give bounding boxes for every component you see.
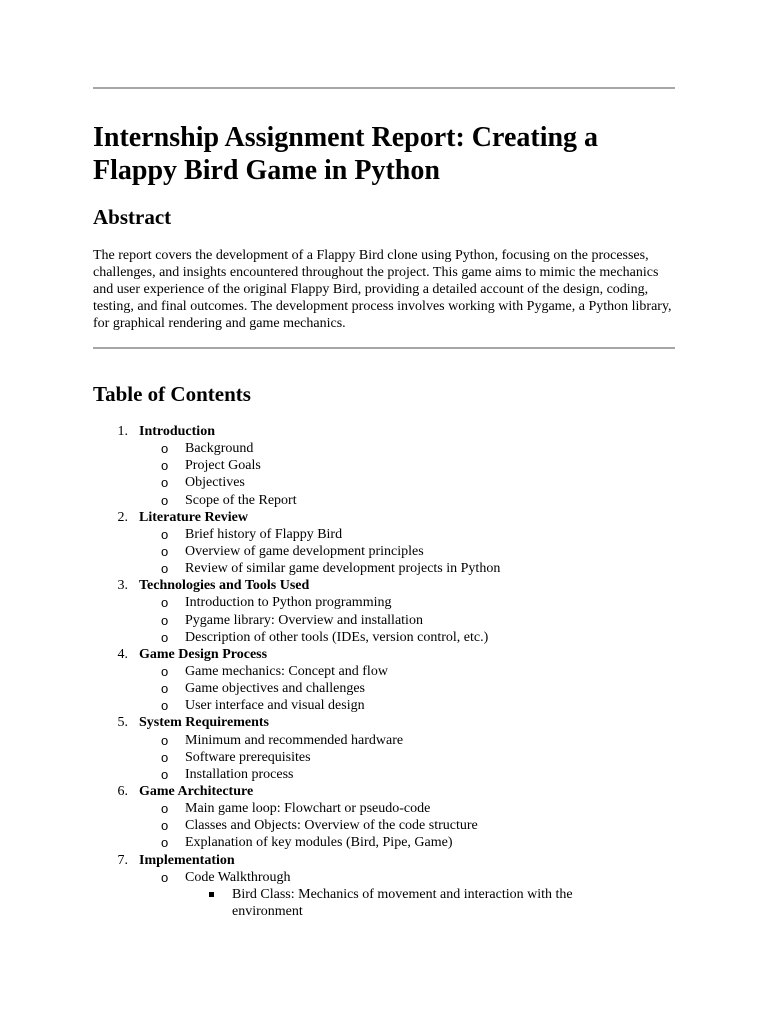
subitem-label: Description of other tools (IDEs, version control, etc.) — [185, 629, 489, 645]
circle-bullet-icon: o — [161, 526, 169, 542]
section-number: 3. — [117, 578, 128, 594]
circle-bullet-icon: o — [161, 629, 169, 645]
section-title: Literature Review — [139, 509, 248, 525]
toc-section — [93, 577, 675, 594]
circle-bullet-icon: o — [161, 818, 169, 834]
section-number: 5. — [117, 715, 128, 731]
subitem-label: Scope of the Report — [185, 492, 297, 508]
toc-subitem — [93, 440, 675, 457]
toc-subitem — [93, 766, 675, 783]
toc-subitem — [93, 800, 675, 817]
subitem-label: Pygame library: Overview and installation — [185, 612, 423, 628]
section-number: 1. — [117, 424, 128, 439]
subitem-label: Objectives — [185, 475, 245, 491]
subitem-label: Code Walkthrough — [185, 869, 291, 885]
table-of-contents — [93, 423, 675, 920]
toc-subitem — [93, 526, 675, 543]
section-title: Game Architecture — [139, 783, 254, 799]
toc-section — [93, 509, 675, 526]
toc-subitem — [93, 492, 675, 509]
horizontal-rule — [93, 87, 675, 89]
section-number: 4. — [117, 646, 128, 662]
subitem-label: Review of similar game development projects in Python — [185, 561, 501, 577]
toc-subitem — [93, 869, 675, 886]
square-bullet-icon — [209, 892, 214, 897]
toc-subitem — [93, 749, 675, 766]
circle-bullet-icon: o — [161, 698, 169, 714]
subitem-label: Brief history of Flappy Bird — [185, 526, 343, 542]
subitem-label: Explanation of key modules (Bird, Pipe, Game) — [185, 835, 453, 851]
subitem-label: Installation process — [185, 766, 294, 782]
toc-subitem — [93, 612, 675, 629]
circle-bullet-icon: o — [161, 801, 169, 817]
toc-section — [93, 646, 675, 663]
toc-subitem — [93, 680, 675, 697]
subitem-label: Project Goals — [185, 458, 261, 474]
toc-subitem — [93, 457, 675, 474]
section-number: 7. — [117, 852, 128, 868]
circle-bullet-icon: o — [161, 869, 169, 885]
circle-bullet-icon: o — [161, 835, 169, 851]
toc-heading: Table of Contents — [93, 382, 251, 406]
report-title: Internship Assignment Report: Creating a Flappy Bird Game in Python — [93, 122, 599, 186]
toc-section — [93, 852, 675, 869]
toc-subitem — [93, 663, 675, 680]
section-title: Game Design Process — [139, 646, 268, 662]
toc-subitem — [93, 817, 675, 834]
section-number: 6. — [117, 783, 128, 799]
toc-subitem — [93, 543, 675, 560]
subsubitem-label: Bird Class: Mechanics of movement and interaction with the environment — [232, 886, 573, 919]
circle-bullet-icon: o — [161, 612, 169, 628]
toc-subitem — [93, 629, 675, 646]
subitem-label: Classes and Objects: Overview of the code structure — [185, 818, 478, 834]
subitem-label: Software prerequisites — [185, 749, 311, 765]
subitem-label: Overview of game development principles — [185, 543, 424, 559]
toc-section — [93, 714, 675, 731]
circle-bullet-icon: o — [161, 561, 169, 577]
subitem-label: Game objectives and challenges — [185, 681, 365, 697]
circle-bullet-icon: o — [161, 543, 169, 559]
subitem-label: Main game loop: Flowchart or pseudo-code — [185, 801, 431, 817]
toc-subsubitem — [93, 886, 675, 920]
subitem-label: Background — [185, 441, 254, 457]
circle-bullet-icon: o — [161, 663, 169, 679]
circle-bullet-icon: o — [161, 458, 169, 474]
section-title: Implementation — [139, 852, 235, 868]
toc-subitem — [93, 697, 675, 714]
circle-bullet-icon: o — [161, 441, 169, 457]
toc-subitem — [93, 560, 675, 577]
circle-bullet-icon: o — [161, 595, 169, 611]
circle-bullet-icon: o — [161, 766, 169, 782]
subitem-label: Introduction to Python programming — [185, 595, 392, 611]
section-title: System Requirements — [139, 715, 270, 731]
section-title: Technologies and Tools Used — [139, 578, 310, 594]
subitem-label: Game mechanics: Concept and flow — [185, 663, 388, 679]
toc-subitem — [93, 474, 675, 491]
toc-section — [93, 783, 675, 800]
horizontal-rule — [93, 347, 675, 349]
circle-bullet-icon: o — [161, 749, 169, 765]
abstract-heading: Abstract — [93, 205, 172, 229]
circle-bullet-icon: o — [161, 475, 169, 491]
circle-bullet-icon: o — [161, 681, 169, 697]
subitem-label: Minimum and recommended hardware — [185, 732, 404, 748]
toc-subitem — [93, 834, 675, 851]
section-number: 2. — [117, 509, 128, 525]
toc-subitem — [93, 732, 675, 749]
toc-section — [93, 423, 675, 440]
subitem-label: User interface and visual design — [185, 698, 365, 714]
toc-subitem — [93, 594, 675, 611]
circle-bullet-icon: o — [161, 492, 169, 508]
abstract-text: The report covers the development of a Flappy Bird clone using Python, focusing on the processes, challenges, and insights encountered throughout the project. This game aims to mimic the mechanics and user experience of the original Flappy Bird, providing a detailed account of the design, coding, testing, and final outcomes. The development process involves working with Pygame, a Python library, for graphical rendering and game mechanics. — [93, 248, 672, 331]
section-title: Introduction — [139, 424, 215, 439]
circle-bullet-icon: o — [161, 732, 169, 748]
